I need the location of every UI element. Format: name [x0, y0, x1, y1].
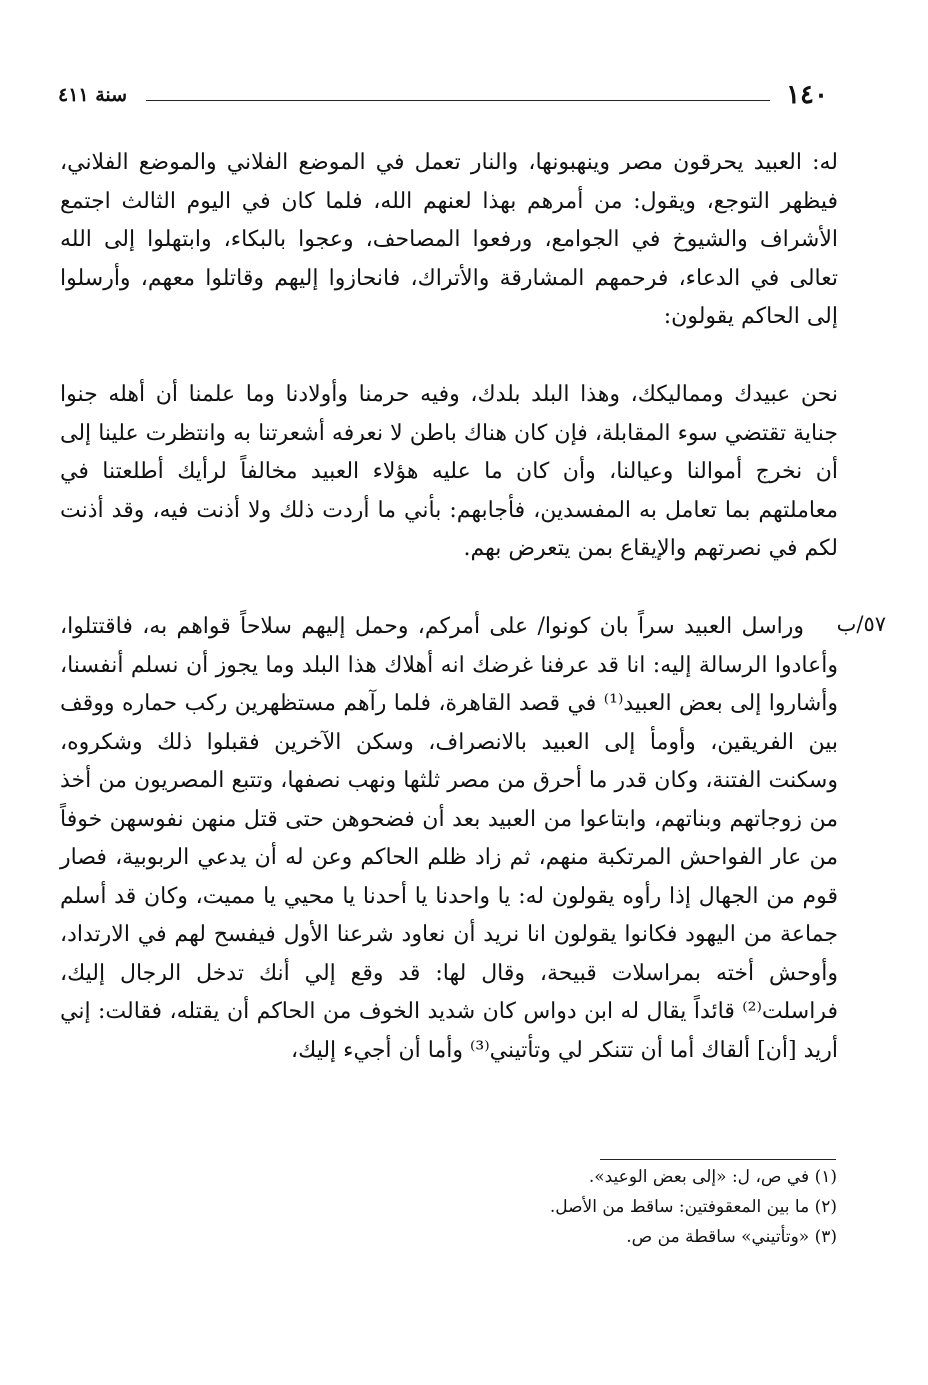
footnote: (٣) «وتأتيني» ساقطة من ص.	[626, 1227, 837, 1247]
footnote-rule	[600, 1159, 836, 1160]
paragraph: وراسل العبيد سراً بان كونوا/ على أمركم، وحمل إليهم سلاحاً قواهم به، فاقتتلوا، وأعادوا الرسالة إليه: انا قد عرفنا غرضك انه أهلاك هذا البلد وما يجوز أن نسلم أنفسنا، وأشاروا إلى بعض العبيد⁽¹⁾ في قصد القاهرة، فلما رآهم مستظهرين ركب حماره ووقف بين الفريقين، وأومأ إلى العبيد بالانصراف، وسكن الآخرين فقبلوا ذلك وشكروه، وسكنت الفتنة، وكان قدر ما أحرق من مصر ثلثها ونهب نصفها، وتتبع المصريون من أخذ من زوجاتهم وبناتهم، وابتاعوا من العبيد بعد أن فضحوهن حتى قتل منهن نفوسهن خوفاً من عار الفواحش المرتكبة منهم، ثم زاد ظلم الحاكم وعن له أن يدعي الربوبية، فصار قوم من الجهال إذا رأوه يقولون له: يا واحدنا يا أحدنا يا محيي يا مميت، وكان قد أسلم جماعة من اليهود فكانوا يقولون انا نريد أن نعاود شرعنا الأول فيفسح لهم في الارتداد، وأوحش أخته بمراسلات قبيحة، وقال لها: قد وقع إلي أنك تدخل الرجال إليك، فراسلت⁽²⁾ قائداً يقال له ابن دواس كان شديد الخوف من الحاكم أن يقتله، فقالت: إني أريد [أن] ألقاك أما أن تتنكر لي وتأتيني⁽³⁾ وأما أن أجيء إليك،	[60, 614, 838, 1063]
header-rule	[146, 100, 770, 101]
footnotes	[300, 1162, 837, 1252]
running-head-year: سنة ٤١١	[58, 84, 128, 106]
paragraph: نحن عبيدك ومماليكك، وهذا البلد بلدك، وفيه حرمنا وأولادنا وما علمنا أن أهله جنوا جناية تقتضي سوء المقابلة، فإن كان هناك باطن لا نعرفه أشعرتنا به وانتظرت علينا إلى أن نخرج أموالنا وعيالنا، وأن كان ما عليه هؤلاء العبيد مخالفاً لرأيك أطلعتنا في معاملتهم بما تعامل به المفسدين، فأجابهم: بأني ما أردت ذلك ولا أذنت فيه، وقد أذنت لكم في نصرتهم والإيقاع بمن يتعرض بهم.	[60, 382, 838, 561]
footnote: (١) في ص، ل: «إلى بعض الوعيد».	[588, 1167, 837, 1187]
page-header	[58, 80, 828, 120]
footnote: (٢) ما بين المعقوفتين: ساقط من الأصل.	[549, 1197, 837, 1217]
paragraph: له: العبيد يحرقون مصر وينهبونها، والنار تعمل في الموضع الفلاني والموضع الفلاني، فيظهر التوجع، ويقول: من أمرهم بهذا لعنهم الله، فلما كان في اليوم الثالث اجتمع الأشراف والشيوخ في الجوامع، ورفعوا المصاحف، وعجوا بالبكاء، وابتهلوا إلى الله تعالى في الدعاء، فرحمهم المشارقة والأتراك، فانحازوا إليهم وقاتلوا معهم، وأرسلوا إلى الحاكم يقولون:	[60, 150, 838, 329]
manuscript-folio-marker: ٥٧/ب	[836, 612, 886, 636]
page-number: ١٤٠	[786, 80, 828, 110]
